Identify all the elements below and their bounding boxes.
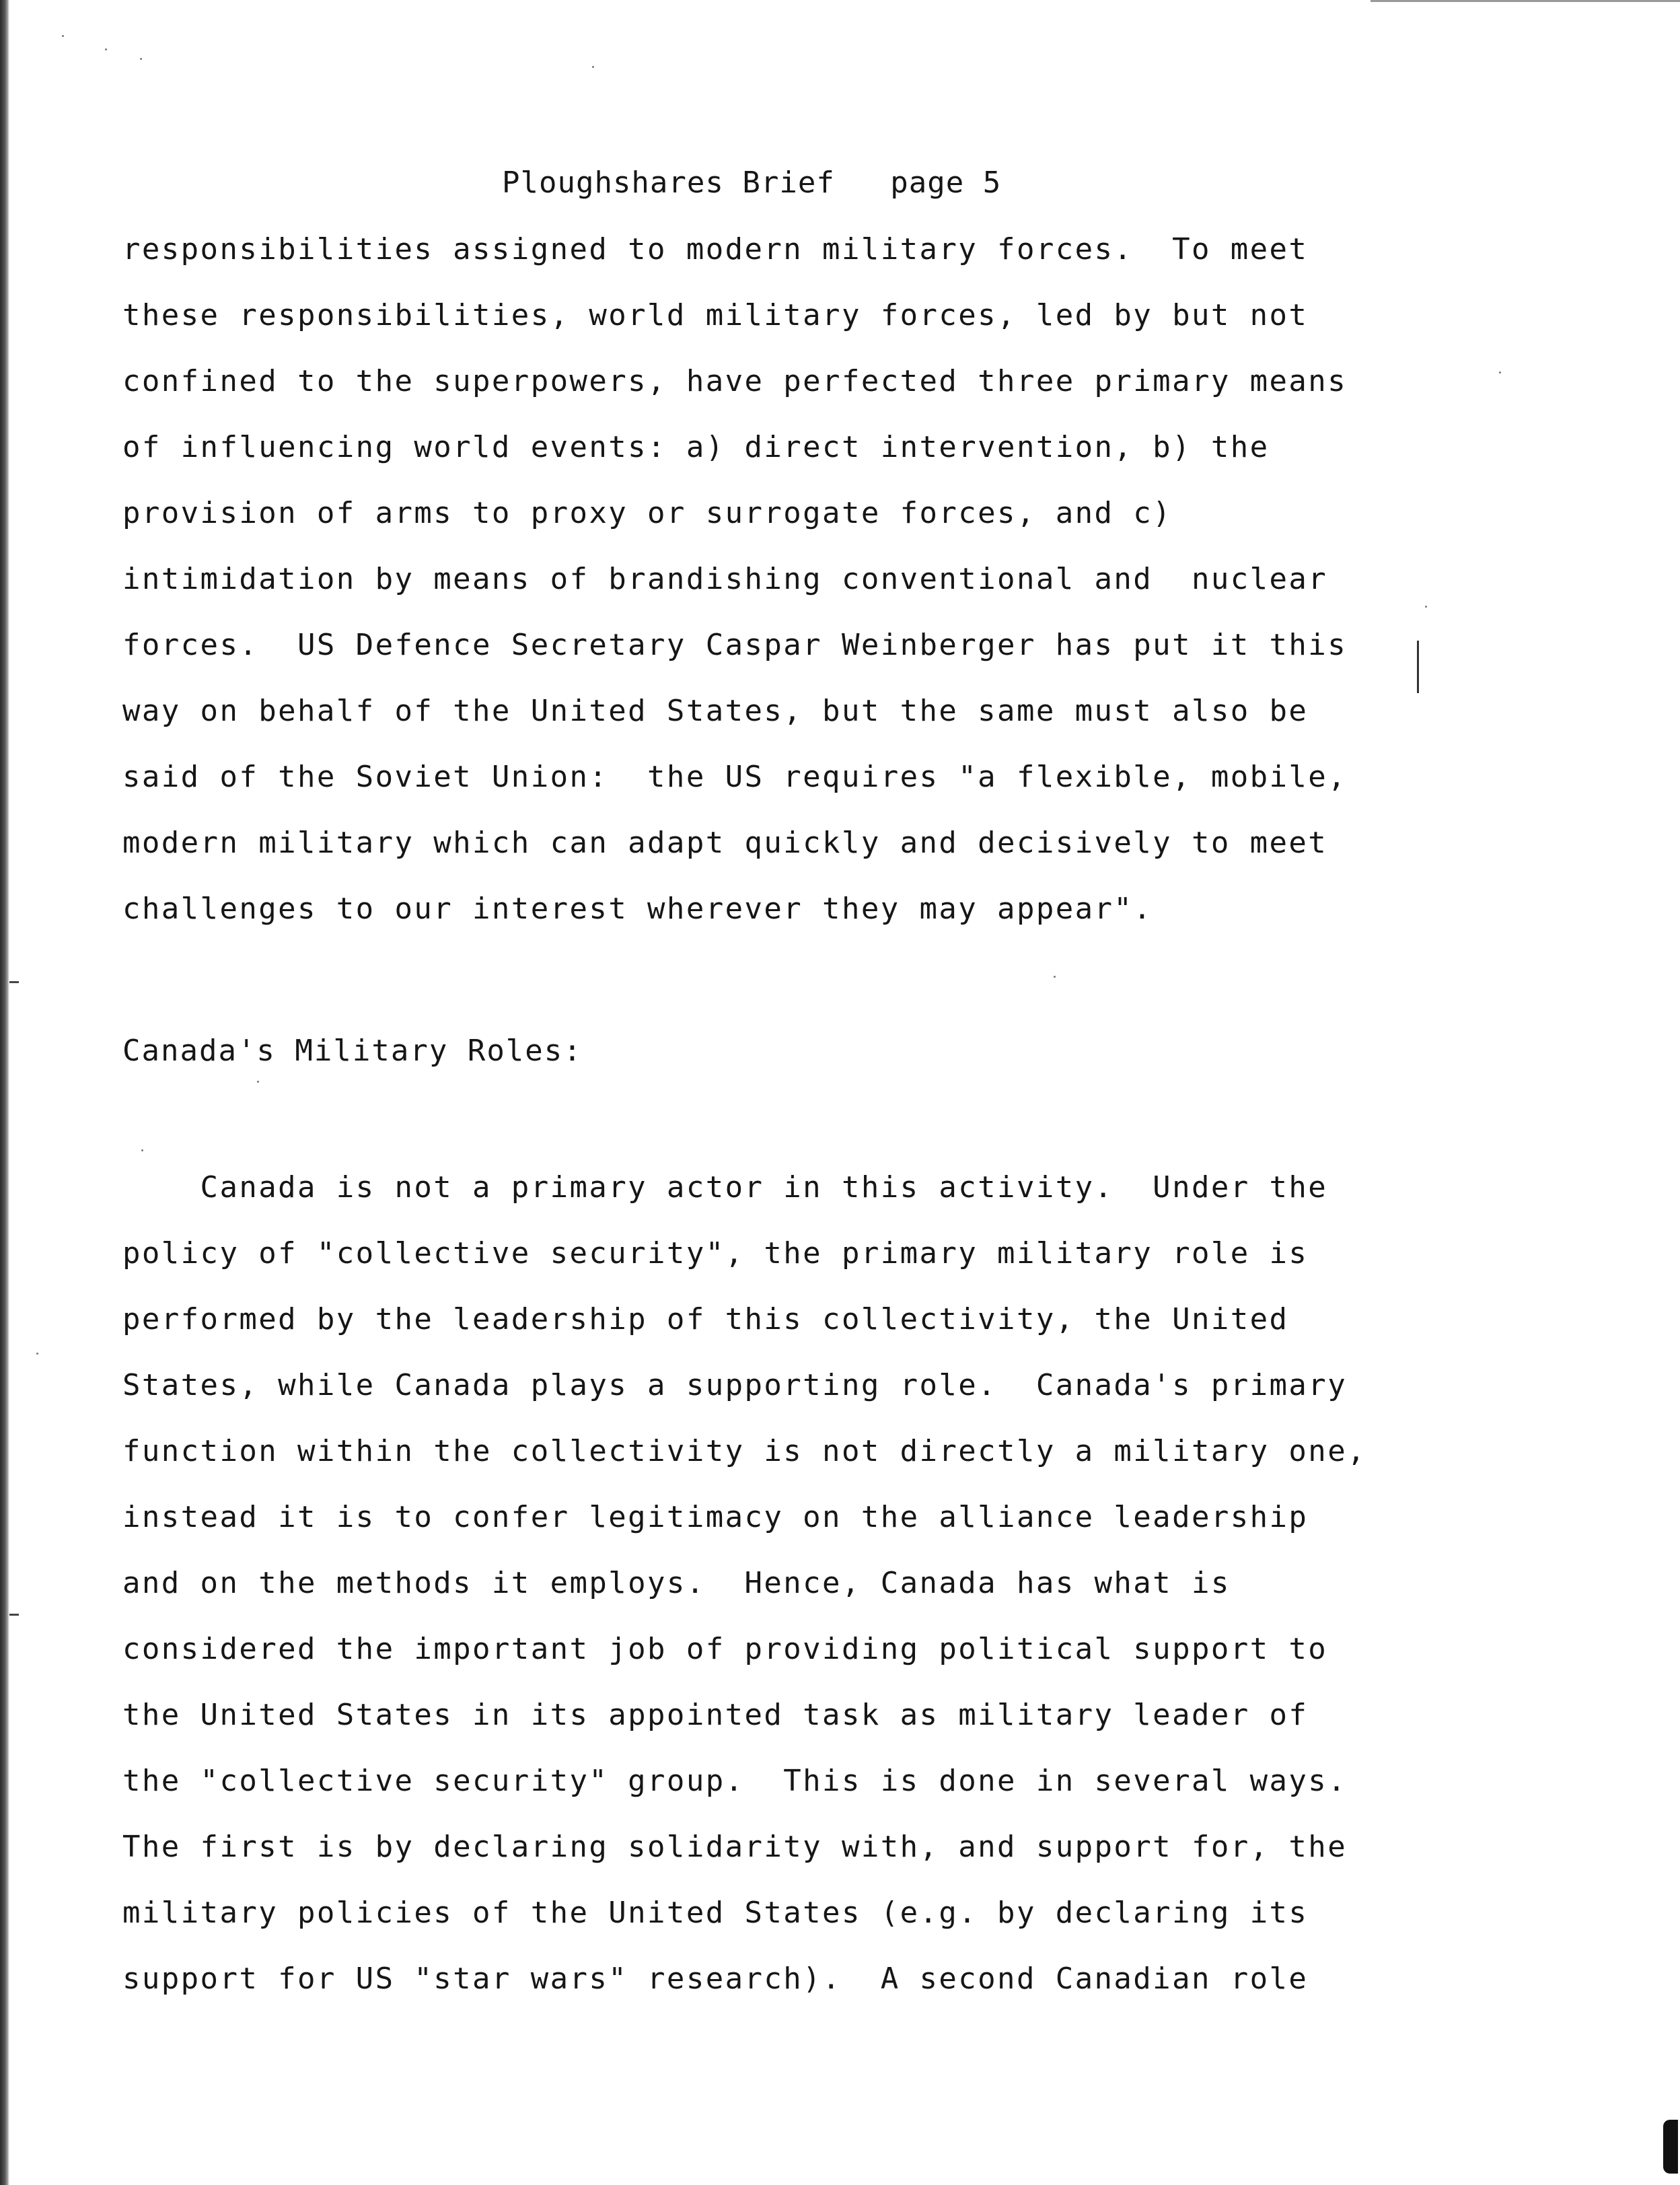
text-line: modern military which can adapt quickly and decisively to meet [122,826,1328,860]
text-line: way on behalf of the United States, but the same must also be [122,694,1309,728]
text-line: performed by the leadership of this collectivity, the United [122,1302,1289,1336]
text-line: The first is by declaring solidarity with, and support for, the [122,1830,1348,1864]
text-line: function within the collectivity is not directly a military one, [122,1434,1366,1468]
scan-speck [36,1353,38,1355]
text-line: said of the Soviet Union: the US requires "a flexible, mobile, [122,760,1348,794]
scan-speck [1499,371,1501,373]
section-heading: Canada's Military Roles: [122,1034,583,1068]
text-line: Canada is not a primary actor in this activity. Under the [122,1170,1328,1205]
scan-binding-edge [0,0,9,2185]
scan-speck [140,58,142,60]
text-line: States, while Canada plays a supporting role. Canada's primary [122,1368,1348,1402]
corner-page-mark [1663,2120,1678,2174]
text-line: support for US "star wars" research). A second Canadian role [122,1962,1309,1996]
text-line: of influencing world events: a) direct intervention, b) the [122,430,1270,464]
scan-speck [62,35,64,37]
scan-edge-tick [9,1614,19,1616]
text-line: intimidation by means of brandishing conventional and nuclear [122,562,1328,596]
text-line: military policies of the United States (e.g. by declaring its [122,1896,1309,1930]
scan-speck [592,66,594,68]
scan-speck [1054,976,1056,978]
text-line: these responsibilities, world military forces, led by but not [122,298,1309,332]
text-line: responsibilities assigned to modern military forces. To meet [122,232,1309,266]
text-line: instead it is to confer legitimacy on the alliance leadership [122,1500,1309,1534]
page-header: Ploughshares Brief page 5 [502,166,1002,200]
text-line: forces. US Defence Secretary Caspar Weinberger has put it this [122,628,1348,662]
scan-speck [257,1081,259,1083]
stray-pen-mark [1417,641,1419,693]
scan-speck [1425,606,1427,608]
text-line: challenges to our interest wherever they may appear". [122,892,1153,926]
text-line: the "collective security" group. This is done in several ways. [122,1764,1348,1798]
text-line: provision of arms to proxy or surrogate forces, and c) [122,496,1173,530]
scan-edge-tick [9,981,19,983]
text-line: the United States in its appointed task as military leader of [122,1698,1309,1732]
text-line: and on the methods it employs. Hence, Canada has what is [122,1566,1231,1600]
text-line: policy of "collective security", the primary military role is [122,1236,1309,1270]
scan-top-rule [1371,0,1680,2]
scan-speck [105,48,107,50]
text-line: confined to the superpowers, have perfected three primary means [122,364,1348,398]
scan-speck [141,1149,143,1151]
text-line: considered the important job of providing political support to [122,1632,1328,1666]
